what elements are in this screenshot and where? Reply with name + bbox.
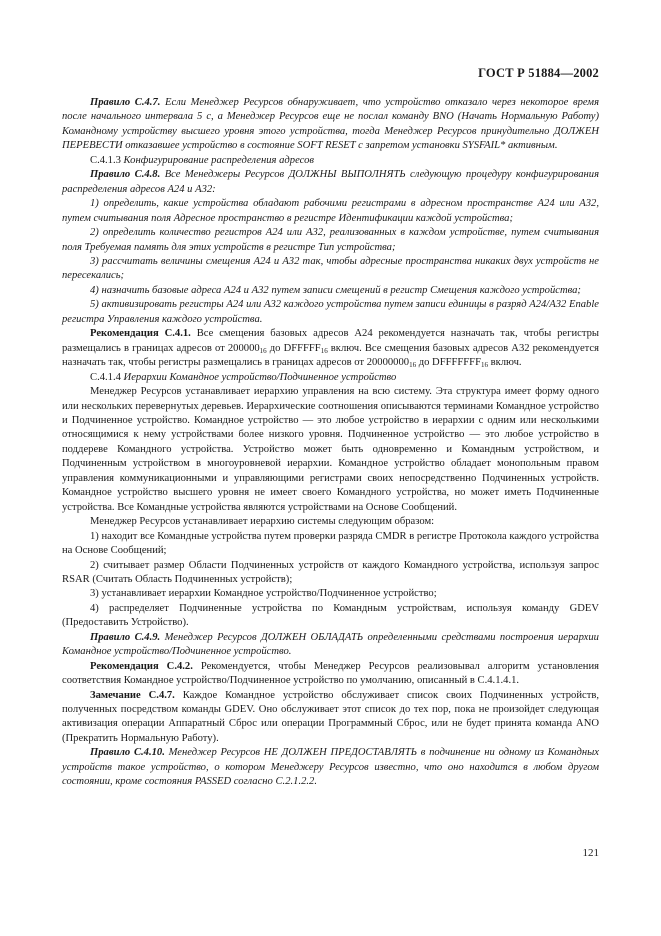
rule-c4-8	[62, 168, 599, 197]
section-heading-c4-1-4	[62, 371, 599, 385]
section-title: Конфигурирование распределения адресов	[120, 154, 314, 166]
rule-c4-9	[62, 631, 599, 660]
page-number: 121	[582, 847, 599, 859]
note-c4-7	[62, 689, 599, 747]
establish-item: 4) распределяет Подчиненные устройства по Командным устройствам, используя команду GDEV (Предоставить Устройство).	[62, 602, 599, 629]
rule-c4-8-item: 4) назначить базовые адреса А24 и А32 путем записи смещений в регистр Смещения каждого устройства;	[90, 284, 581, 296]
rec-text-part: включ. Все смещения базовых адресов А32 рекомендуется назначать так, чтобы регистры размещались в границах адресов от 20000000	[62, 342, 599, 369]
rule-c4-7	[62, 96, 599, 154]
recommendation-c4-2	[62, 660, 599, 689]
recommendation-label: Рекомендация С.4.1.	[90, 328, 191, 340]
rec-text-part: Все смещения базовых адресов А24 рекомендуется назначать так, чтобы регистры размещались в границах адресов от 200000	[62, 328, 599, 354]
section-heading-c4-1-3	[62, 154, 599, 168]
note-text: Каждое Командное устройство обслуживает список своих Подчиненных устройств, полученных посредством команды GDEV. Оно обслуживает этот список до тех пор, пока не произойдет следующая активизация операции Аппаратный Сброс или операции Программный Сброс, или не будет принята команда ANO (Прекратить Нормальную Работу).	[62, 689, 600, 744]
rule-c4-8-item: 2) определить количество регистров А24 или А32, реализованных в каждом устройстве, путем считывания поля Требуемая память для этих устройств в регистре Тип устройства;	[62, 227, 599, 253]
subscript-16: 16	[320, 346, 328, 355]
rule-text: Менеджер Ресурсов ДОЛЖЕН ОБЛАДАТЬ определенными средствами построения иерархии Командное устройство/Подчиненное устройство.	[62, 631, 599, 658]
establish-item: 2) считывает размер Области Подчиненных устройств от каждого Командного устройства, используя запрос RSAR (Считать Область Подчиненных устройств);	[62, 559, 599, 585]
rec-text-part: до DFFFFF	[266, 342, 321, 354]
rec-text-part: до DFFFFFFF	[416, 357, 481, 369]
rule-c4-10	[62, 746, 599, 789]
rule-label: Правило С.4.10.	[90, 747, 165, 759]
note-label: Замечание С.4.7.	[90, 689, 175, 701]
subscript-16: 16	[409, 361, 417, 370]
recommendation-label: Рекомендация С.4.2.	[90, 660, 193, 672]
section-title: Иерархии Командное устройство/Подчиненное устройство	[120, 371, 397, 383]
recommendation-c4-1	[62, 327, 599, 370]
subscript-16: 16	[259, 346, 267, 355]
establish-item: 1) находит все Командные устройства путем проверки разряда CMDR в регистре Протокола каждого устройства на Основе Сообщений;	[62, 530, 599, 557]
rule-label: Правило С.4.7.	[90, 97, 161, 108]
rule-label: Правило С.4.8.	[90, 169, 161, 181]
rule-label: Правило С.4.9.	[90, 631, 161, 643]
page-body	[62, 96, 599, 790]
rec-text-part: включ.	[487, 357, 522, 369]
rule-c4-8-item: 3) рассчитать величины смещения А24 и А32 так, чтобы адресные пространства никаких двух устройств не пересекались;	[62, 255, 599, 282]
section-number: С.4.1.4	[90, 371, 121, 383]
subscript-16: 16	[480, 361, 488, 370]
rule-c4-8-item: 5) активизировать регистры А24 или А32 каждого устройства путем записи единицы в разряд А24/А32 Enable регистра Управления каждого устройства.	[62, 299, 599, 325]
rule-c4-8-item: 1) определить, какие устройства обладают рабочими регистрами в адресном пространстве А24 или А32, путем считывания поля Адресное пространство в регистре Идентификации каждой устройства;	[62, 198, 599, 224]
establish-item: 3) устанавливает иерархии Командное устройство/Подчиненное устройство;	[90, 588, 437, 600]
rule-text: Все Менеджеры Ресурсов ДОЛЖНЫ ВЫПОЛНЯТЬ следующую процедуру конфигурирования распределения адресов А24 и А32:	[62, 169, 599, 195]
section-number: С.4.1.3	[90, 154, 121, 166]
rule-text: Если Менеджер Ресурсов обнаруживает, что устройство отказало через некоторое время после начального интервала 5 с, а Менеджер Ресурсов еще не послал команду BNO (Начать Нормальную Работу) Командному устройству высшего уровня этого устройства, тогда Менеджер Ресурсов принудительно ДОЛЖЕН ПЕРЕВЕСТИ отказавшее устройство в состояние SOFT RESET с запретом установки SYSFAIL* активным.	[62, 97, 599, 152]
paragraph-hierarchy: Менеджер Ресурсов устанавливает иерархию управления на всю систему. Эта структура имеет форму одного или нескольких перевернутых деревьев. Иерархические соотношения описываются терминами Командное устройство и Подчиненное устройство. Командное устройство — это любое устройство в иерархии с одним или несколькими относящимися к нему устройствами более низкого уровня. Подчиненное устройство — это любое устройство в поддереве Командного устройства. Устройство может быть одновременно и Командным устройством, и Подчиненным устройством в многоуровневой иерархии. Командное устройство обладает монопольным правом управления коммуникационными и управляющими регистрами своих непосредственно Подчиненных устройств. Командное устройство высшего уровня не имеет своего Командного устройства, но может иметь Подчиненные устройства. Все Командные устройства являются устройствами на Основе Сообщений.	[62, 386, 599, 513]
rule-text: Менеджер Ресурсов НЕ ДОЛЖЕН ПРЕДОСТАВЛЯТЬ в подчинение ни одному из Командных устройств такое устройство, о котором Менеджеру Ресурсов известно, что оно находится в любом другом состоянии, кроме состояния PASSED согласно С.2.1.2.2.	[62, 747, 599, 788]
page-header-standard: ГОСТ Р 51884—2002	[478, 66, 599, 80]
paragraph-establish-intro: Менеджер Ресурсов устанавливает иерархию системы следующим образом:	[90, 516, 435, 528]
recommendation-text: Рекомендуется, чтобы Менеджер Ресурсов реализовывал алгоритм установления соответствия Командное устройство/Подчиненное устройство по умолчанию, описанный в С.4.1.4.1.	[62, 660, 599, 687]
